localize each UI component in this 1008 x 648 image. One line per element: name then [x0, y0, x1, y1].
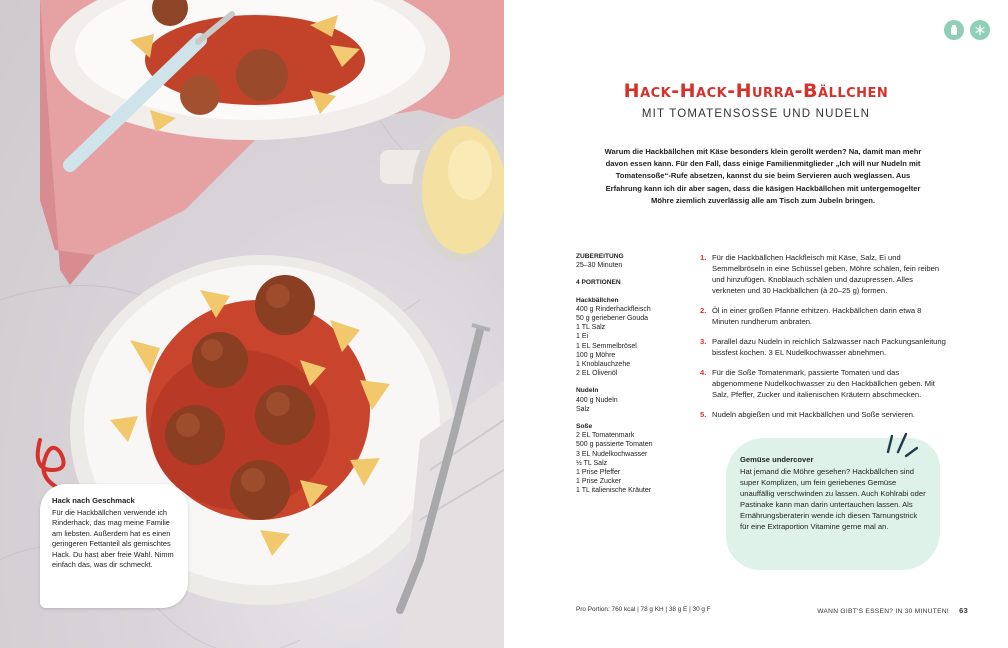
- recipe-step: [700, 409, 946, 420]
- recipe-subtitle: MIT TOMATENSOSSE UND NUDELN: [641, 108, 871, 120]
- accent-lines-icon: [884, 430, 920, 460]
- running-title: WANN GIBT'S ESSEN? IN 30 MINUTEN!: [817, 608, 950, 615]
- ingredient-item: 1 EL Semmelbrösel: [576, 342, 637, 350]
- left-note-text: Für die Hackbällchen verwende ich Rinderhack, das mag meine Familie am liebsten. Außerdem hat es einen geringeren Fettanteil als gemischtes Hack. Du hast aber freie Wahl. Nimm einfach das, was dir schmeckt.: [52, 508, 174, 570]
- prep-label: ZUBEREITUNG: [576, 253, 624, 260]
- ingredient-item: 3 EL Nudelkochwasser: [576, 450, 648, 458]
- ingredient-item: 1 Knoblauchzehe: [576, 361, 631, 369]
- ingredient-item: 2 EL Olivenöl: [576, 370, 618, 378]
- step-text: Nudeln abgießen und mit Hackbällchen und Soße servieren.: [712, 410, 916, 419]
- ingredients-column: [576, 252, 696, 504]
- ingredient-group: [576, 296, 696, 379]
- nutrition-info: Pro Portion: 760 kcal | 78 g KH | 38 g E | 30 g F: [576, 606, 711, 613]
- left-note-bubble: [40, 484, 188, 608]
- ingredient-item: 100 g Möhre: [576, 351, 616, 359]
- ingredient-item: 1 TL italienische Kräuter: [576, 487, 652, 495]
- tip-title: Gemüse undercover: [740, 455, 814, 464]
- ingredient-item: 50 g geriebener Gouda: [576, 315, 648, 323]
- recipe-step: [700, 336, 946, 358]
- recipe-step: [700, 367, 946, 400]
- ingredient-group-title: Nudeln: [576, 387, 599, 395]
- step-number: 5.: [700, 410, 707, 419]
- step-text: Parallel dazu Nudeln in reichlich Salzwasser nach Packungsanleitung bissfest kochen. 3 EL Nudelkochwasser abnehmen.: [712, 337, 946, 357]
- recipe-step: [700, 252, 946, 296]
- recipe-page: [504, 0, 1008, 648]
- ingredient-item: 1 Ei: [576, 333, 589, 341]
- recipe-intro: Warum die Hackbällchen mit Käse besonders klein gerollt werden? Na, damit man mehr davon essen kann. Für den Fall, dass einige Familienmitglieder „Ich will nur Nudeln mit Tomatensoße“-Rufe absetzen, kannst du sie beim Servieren auch weglassen. Aus Erfahrung kann ich dir aber sagen, dass die käsigen Hackbällchen mit untergemogelter Möhre ziemlich zuverlässig alle am Tisch zum Jubeln bringen.: [604, 147, 922, 205]
- portions-label: 4 PORTIONEN: [576, 279, 621, 287]
- step-number: 4.: [700, 368, 707, 377]
- ingredient-item: 1 Prise Zucker: [576, 478, 622, 486]
- page-number: 63: [959, 606, 968, 615]
- bottle-icon: [944, 20, 964, 40]
- ingredient-item: ½ TL Salz: [576, 459, 608, 467]
- tip-text: Hat jemand die Möhre gesehen? Hackbällchen sind super Komplizen, um fein geriebenes Gemüse unauffällig verschwinden zu lassen. Auch Kohlrabi oder Pastinake kann man darin untertauchen lassen. Als Ernährungsberaterin wende ich diesen Tarnungstrick für eine Extraportion Vitamine gerne mal an.: [740, 467, 926, 531]
- step-number: 3.: [700, 337, 707, 346]
- running-footer: [817, 606, 968, 615]
- step-number: 2.: [700, 306, 707, 315]
- ingredient-group: [576, 422, 696, 496]
- step-text: Öl in einer großen Pfanne erhitzen. Hackbällchen darin etwa 8 Minuten rundherum anbraten.: [712, 306, 922, 326]
- prep-value: 25–30 Minuten: [576, 262, 623, 270]
- ingredient-item: 500 g passierte Tomaten: [576, 441, 653, 449]
- recipe-icons: [944, 20, 990, 40]
- recipe-title: Hack-Hack-Hurra-Bällchen: [623, 80, 889, 102]
- ingredient-item: 400 g Nudeln: [576, 396, 618, 404]
- ingredient-item: 1 Prise Pfeffer: [576, 469, 621, 477]
- ingredient-group-title: Soße: [576, 423, 593, 431]
- ingredient-item: 400 g Rinderhackfleisch: [576, 305, 651, 313]
- step-text: Für die Hackbällchen Hackfleisch mit Käse, Salz, Ei und Semmelbröseln in eine Schüssel geben. Möhre schälen, fein reiben und hinzufügen. Knoblauch schälen und dazupressen. Alles verkneten und 30 Hackbällchen (à 20–25 g) formen.: [712, 253, 940, 295]
- recipe-steps: [700, 252, 946, 429]
- step-number: 1.: [700, 253, 707, 262]
- left-note-title: Hack nach Geschmack: [52, 496, 135, 505]
- tip-box: [726, 438, 940, 570]
- ingredient-group-title: Hackbällchen: [576, 296, 619, 304]
- snowflake-icon: [970, 20, 990, 40]
- ingredient-item: Salz: [576, 405, 590, 413]
- ingredient-item: 2 EL Tomatenmark: [576, 432, 635, 440]
- recipe-step: [700, 305, 946, 327]
- ingredient-item: 1 TL Salz: [576, 324, 606, 332]
- ingredient-group: [576, 386, 696, 414]
- step-text: Für die Soße Tomatenmark, passierte Tomaten und das abgenommene Nudelkochwasser zu den Hackbällchen geben. Mit Salz, Pfeffer, Zucker und italienischen Kräutern abschmecken.: [712, 368, 935, 399]
